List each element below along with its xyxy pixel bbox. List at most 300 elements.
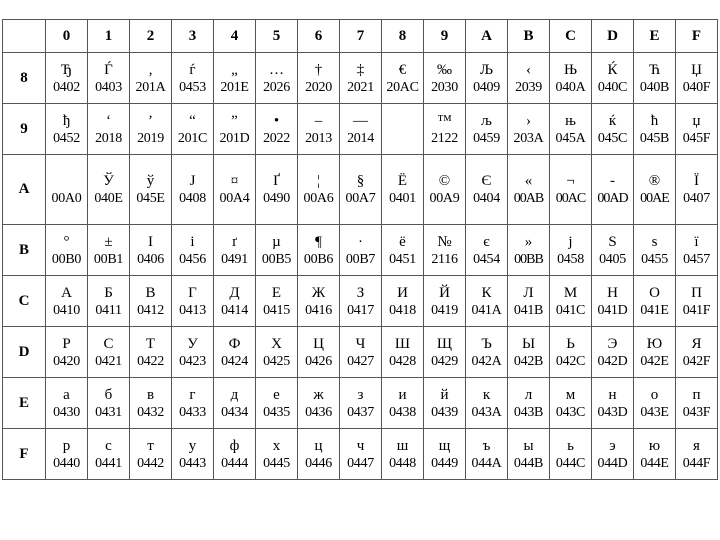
unicode-code: 0427: [347, 353, 374, 369]
code-cell: [382, 225, 424, 276]
character-glyph: Й: [439, 284, 450, 301]
table-row: [3, 104, 718, 155]
code-cell: [550, 225, 592, 276]
unicode-code: 042A: [471, 353, 502, 369]
character-glyph: ”: [231, 112, 238, 129]
code-cell: [424, 104, 466, 155]
character-glyph: ш: [396, 437, 409, 454]
character-glyph: Б: [104, 284, 113, 301]
character-glyph: А: [61, 284, 72, 301]
unicode-code: 0433: [179, 404, 206, 420]
character-glyph: Ч: [355, 335, 366, 352]
character-glyph: с: [105, 437, 112, 454]
unicode-code: 0405: [599, 251, 626, 267]
code-cell: [634, 276, 676, 327]
character-glyph: ў: [146, 173, 155, 189]
unicode-code: 041E: [640, 302, 669, 318]
code-cell: [424, 53, 466, 104]
code-cell: [676, 378, 718, 429]
code-cell: [46, 155, 88, 225]
code-cell: [676, 327, 718, 378]
column-header: 1: [88, 20, 130, 53]
unicode-code: 00A9: [429, 191, 460, 206]
character-glyph: а: [63, 386, 70, 403]
character-glyph: м: [565, 386, 576, 403]
character-glyph: Љ: [479, 61, 494, 78]
unicode-code: 044B: [513, 455, 544, 471]
code-cell: [508, 155, 550, 225]
unicode-code: 044A: [471, 455, 502, 471]
character-glyph: ›: [526, 112, 531, 129]
code-cell: [424, 276, 466, 327]
character-glyph: ’: [148, 112, 153, 129]
character-glyph: [46, 172, 87, 190]
code-cell: [634, 327, 676, 378]
unicode-code: 0429: [431, 353, 458, 369]
code-cell: [172, 53, 214, 104]
character-glyph: Т: [145, 335, 156, 352]
code-cell: [634, 378, 676, 429]
character-glyph: ё: [399, 233, 406, 250]
code-cell: [550, 378, 592, 429]
character-glyph: ю: [648, 437, 661, 454]
code-cell: [214, 378, 256, 429]
code-cell: [382, 327, 424, 378]
code-cell: [130, 104, 172, 155]
code-cell: [214, 429, 256, 480]
unicode-code: 044C: [555, 455, 586, 471]
code-cell: [256, 327, 298, 378]
table-row: [3, 429, 718, 480]
code-cell: [508, 327, 550, 378]
unicode-code: 0431: [95, 404, 122, 420]
unicode-code: 201E: [220, 79, 249, 95]
unicode-code: 041A: [471, 302, 502, 318]
unicode-code: 043C: [555, 404, 586, 420]
unicode-code: 00AD: [597, 191, 628, 206]
unicode-code: 2019: [137, 130, 164, 146]
unicode-code: 0420: [53, 353, 80, 369]
character-glyph: Г: [188, 284, 197, 301]
code-cell: [340, 276, 382, 327]
unicode-code: 0423: [179, 353, 206, 369]
unicode-code: 0421: [95, 353, 122, 369]
unicode-code: 0417: [347, 302, 374, 318]
unicode-code: 00B5: [261, 251, 292, 267]
character-glyph: Ь: [566, 335, 575, 352]
unicode-code: 0426: [305, 353, 332, 369]
unicode-code: 00B1: [93, 251, 124, 267]
unicode-code: 040B: [639, 79, 670, 95]
code-cell: [424, 225, 466, 276]
column-header: F: [676, 20, 718, 53]
unicode-code: 0401: [389, 191, 416, 206]
character-glyph: ‰: [437, 61, 452, 78]
unicode-code: 0403: [95, 79, 122, 95]
code-cell: [508, 276, 550, 327]
code-cell: [88, 378, 130, 429]
code-cell: [256, 104, 298, 155]
unicode-code: 0438: [389, 404, 416, 420]
code-cell: [466, 53, 508, 104]
code-cell: [592, 53, 634, 104]
code-cell: [424, 155, 466, 225]
unicode-code: 040A: [555, 79, 586, 95]
character-glyph: Я: [691, 335, 702, 352]
unicode-code: 00AB: [513, 191, 544, 206]
code-cell: [466, 225, 508, 276]
unicode-code: 0406: [137, 251, 164, 267]
code-cell: [298, 378, 340, 429]
character-glyph: ™: [437, 112, 452, 129]
code-cell: [340, 155, 382, 225]
unicode-code: 044E: [640, 455, 669, 471]
unicode-code: 043F: [682, 404, 711, 420]
character-glyph: Ђ: [60, 61, 73, 78]
character-glyph: ь: [567, 437, 574, 454]
unicode-code: 0418: [389, 302, 416, 318]
character-glyph: о: [650, 386, 659, 403]
unicode-code: 0407: [683, 191, 710, 206]
row-header: E: [3, 378, 46, 429]
code-cell: [340, 378, 382, 429]
character-glyph: С: [103, 335, 114, 352]
character-glyph: [382, 120, 423, 138]
unicode-code: 0444: [221, 455, 248, 471]
unicode-code: 0439: [431, 404, 458, 420]
code-cell: [676, 429, 718, 480]
unicode-code: 0425: [263, 353, 290, 369]
code-cell: [130, 327, 172, 378]
code-cell: [592, 276, 634, 327]
unicode-code: 00A4: [219, 191, 250, 206]
unicode-code: 044F: [682, 455, 711, 471]
unicode-code: 00B6: [303, 251, 334, 267]
code-cell: [340, 225, 382, 276]
character-glyph: Н: [607, 284, 618, 301]
code-cell: [676, 276, 718, 327]
code-cell: [550, 155, 592, 225]
code-cell: [172, 327, 214, 378]
column-header: 0: [46, 20, 88, 53]
unicode-code: 0459: [473, 130, 500, 146]
character-glyph: г: [189, 386, 196, 403]
unicode-code: 2039: [515, 79, 542, 95]
column-header: 5: [256, 20, 298, 53]
character-glyph: Ф: [228, 335, 241, 352]
unicode-code: 0449: [431, 455, 458, 471]
unicode-code: 0428: [389, 353, 416, 369]
character-glyph: Ћ: [648, 61, 661, 78]
character-glyph: Ї: [694, 173, 699, 189]
character-glyph: ·: [358, 233, 363, 250]
character-glyph: †: [314, 61, 323, 78]
unicode-code: 042F: [682, 353, 711, 369]
code-cell: [676, 155, 718, 225]
character-glyph: Щ: [436, 335, 453, 352]
character-glyph: я: [693, 437, 700, 454]
code-cell: [676, 104, 718, 155]
row-header: 9: [3, 104, 46, 155]
unicode-code: 2020: [305, 79, 332, 95]
character-glyph: Ю: [646, 335, 663, 352]
character-glyph: п: [692, 386, 701, 403]
character-glyph: Л: [523, 284, 534, 301]
code-cell: [88, 276, 130, 327]
code-cell: [172, 429, 214, 480]
character-glyph: З: [356, 284, 365, 301]
unicode-code: 2026: [263, 79, 290, 95]
unicode-code: 00A6: [303, 191, 334, 206]
code-cell: [466, 104, 508, 155]
character-glyph: –: [314, 112, 323, 129]
unicode-code: 0454: [473, 251, 500, 267]
unicode-code: 0455: [641, 251, 668, 267]
code-cell: [46, 53, 88, 104]
unicode-code: 2021: [347, 79, 374, 95]
character-glyph: И: [397, 284, 408, 301]
code-cell: [46, 276, 88, 327]
code-cell: [130, 155, 172, 225]
character-glyph: “: [189, 112, 196, 129]
unicode-code: 0408: [179, 191, 206, 206]
unicode-code: 0445: [263, 455, 290, 471]
code-cell: [298, 429, 340, 480]
character-glyph: ї: [694, 233, 699, 250]
character-glyph: У: [187, 335, 198, 352]
unicode-code: 0410: [53, 302, 80, 318]
character-glyph: њ: [565, 112, 576, 129]
unicode-code: 045C: [597, 130, 628, 146]
row-header: A: [3, 155, 46, 225]
character-glyph: ¤: [230, 173, 239, 189]
unicode-code: 00B7: [345, 251, 376, 267]
unicode-code: 0458: [557, 251, 584, 267]
character-glyph: й: [440, 386, 449, 403]
character-glyph: Њ: [563, 61, 578, 78]
unicode-code: 041B: [513, 302, 544, 318]
character-glyph: »: [524, 233, 533, 250]
unicode-code: 00A7: [345, 191, 376, 206]
unicode-code: 00AE: [640, 191, 669, 206]
code-cell: [256, 53, 298, 104]
column-header: 7: [340, 20, 382, 53]
unicode-code: 0441: [95, 455, 122, 471]
code-cell: [466, 327, 508, 378]
unicode-code: 0416: [305, 302, 332, 318]
code-cell: [466, 429, 508, 480]
unicode-code: 0448: [389, 455, 416, 471]
character-glyph: Д: [229, 284, 240, 301]
unicode-code: 0414: [221, 302, 248, 318]
code-cell: [382, 155, 424, 225]
column-header: 8: [382, 20, 424, 53]
character-glyph: є: [483, 233, 490, 250]
character-glyph: Ы: [521, 335, 536, 352]
code-cell: [508, 378, 550, 429]
code-cell: [634, 155, 676, 225]
character-glyph: ђ: [62, 112, 71, 129]
unicode-code: 0440: [53, 455, 80, 471]
unicode-code: 0436: [305, 404, 332, 420]
character-glyph: н: [608, 386, 617, 403]
unicode-code: 0443: [179, 455, 206, 471]
unicode-code: 20AC: [386, 79, 419, 95]
character-glyph: ф: [229, 437, 240, 454]
character-glyph: х: [272, 437, 281, 454]
code-cell: [214, 327, 256, 378]
code-cell: [592, 225, 634, 276]
unicode-code: 201A: [135, 79, 166, 95]
code-cell: [424, 378, 466, 429]
row-header: C: [3, 276, 46, 327]
character-glyph: І: [148, 233, 153, 250]
character-glyph: л: [524, 386, 533, 403]
character-glyph: Є: [481, 173, 492, 189]
code-cell: [382, 53, 424, 104]
character-glyph: Ѕ: [608, 233, 617, 250]
character-glyph: з: [357, 386, 364, 403]
code-cell: [172, 378, 214, 429]
code-cell: [214, 53, 256, 104]
unicode-code: 0402: [53, 79, 80, 95]
code-cell: [466, 276, 508, 327]
unicode-code: 0437: [347, 404, 374, 420]
column-header: C: [550, 20, 592, 53]
code-cell: [592, 104, 634, 155]
character-glyph: В: [145, 284, 156, 301]
code-cell: [46, 327, 88, 378]
character-glyph: і: [190, 233, 195, 250]
character-glyph: ц: [314, 437, 323, 454]
character-glyph: „: [231, 61, 238, 78]
character-glyph: ¶: [315, 233, 322, 250]
code-cell: [256, 155, 298, 225]
unicode-code: 045A: [555, 130, 586, 146]
character-glyph: Ќ: [607, 61, 618, 78]
code-cell: [256, 276, 298, 327]
unicode-code: 00AC: [555, 191, 586, 206]
unicode-code: 2014: [347, 130, 374, 146]
character-glyph: д: [230, 386, 239, 403]
column-header: 6: [298, 20, 340, 53]
unicode-code: 2018: [95, 130, 122, 146]
column-header: E: [634, 20, 676, 53]
unicode-code: 2013: [305, 130, 332, 146]
unicode-code: 041D: [597, 302, 628, 318]
code-cell: [340, 104, 382, 155]
character-glyph: ‹: [526, 61, 531, 78]
character-glyph: ®: [648, 173, 661, 189]
unicode-code: 0409: [473, 79, 500, 95]
code-cell: [592, 327, 634, 378]
code-cell: [88, 53, 130, 104]
character-glyph: Ё: [397, 173, 408, 189]
unicode-code: 0430: [53, 404, 80, 420]
character-glyph: ж: [313, 386, 324, 403]
unicode-code: 0432: [137, 404, 164, 420]
character-glyph: ѕ: [651, 233, 658, 250]
code-cell: [466, 378, 508, 429]
character-glyph: ±: [104, 233, 113, 250]
unicode-code: 0451: [389, 251, 416, 267]
unicode-code: 2030: [431, 79, 458, 95]
character-glyph: Ж: [311, 284, 326, 301]
unicode-code: 0446: [305, 455, 332, 471]
table-row: [3, 276, 718, 327]
code-cell: [46, 429, 88, 480]
unicode-code: 040F: [682, 79, 711, 95]
unicode-code: 0456: [179, 251, 206, 267]
unicode-code: 041F: [682, 302, 711, 318]
character-glyph: ќ: [608, 112, 617, 129]
table-row: [3, 225, 718, 276]
character-glyph: €: [398, 61, 407, 78]
column-header: 9: [424, 20, 466, 53]
code-cell: [508, 53, 550, 104]
code-cell: [550, 429, 592, 480]
character-glyph: ґ: [231, 233, 238, 250]
unicode-code: 0404: [473, 191, 500, 206]
character-glyph: ‘: [106, 112, 111, 129]
code-cell: [550, 53, 592, 104]
column-header: 3: [172, 20, 214, 53]
unicode-code: 201D: [219, 130, 250, 146]
unicode-code: 041C: [555, 302, 586, 318]
column-header: B: [508, 20, 550, 53]
character-glyph: ¬: [566, 173, 575, 189]
unicode-code: 043A: [471, 404, 502, 420]
character-glyph: М: [563, 284, 578, 301]
character-glyph: Х: [271, 335, 282, 352]
code-cell: [88, 327, 130, 378]
character-glyph: у: [188, 437, 197, 454]
character-glyph: ј: [568, 233, 573, 250]
character-glyph: П: [691, 284, 702, 301]
code-cell: [214, 225, 256, 276]
table-row: [3, 53, 718, 104]
character-glyph: љ: [481, 112, 492, 129]
row-header: 8: [3, 53, 46, 104]
code-cell: [130, 225, 172, 276]
character-glyph: §: [356, 173, 365, 189]
code-cell: [256, 378, 298, 429]
row-header: F: [3, 429, 46, 480]
code-cell: [46, 104, 88, 155]
code-cell: [634, 53, 676, 104]
code-cell: [214, 155, 256, 225]
unicode-code: 0435: [263, 404, 290, 420]
unicode-code: 042D: [597, 353, 628, 369]
unicode-code: 045F: [682, 130, 711, 146]
character-glyph: ‡: [356, 61, 365, 78]
column-header: 2: [130, 20, 172, 53]
code-cell: [298, 104, 340, 155]
unicode-code: 040E: [94, 191, 123, 206]
character-glyph: в: [146, 386, 155, 403]
code-cell: [550, 327, 592, 378]
code-cell: [214, 104, 256, 155]
code-cell: [340, 429, 382, 480]
character-glyph: °: [63, 233, 70, 250]
table-body: [3, 53, 718, 480]
unicode-code: 00BB: [514, 251, 543, 267]
code-cell: [88, 429, 130, 480]
character-glyph: Э: [607, 335, 618, 352]
unicode-code: 00B0: [51, 251, 82, 267]
code-cell: [424, 429, 466, 480]
code-cell: [256, 225, 298, 276]
